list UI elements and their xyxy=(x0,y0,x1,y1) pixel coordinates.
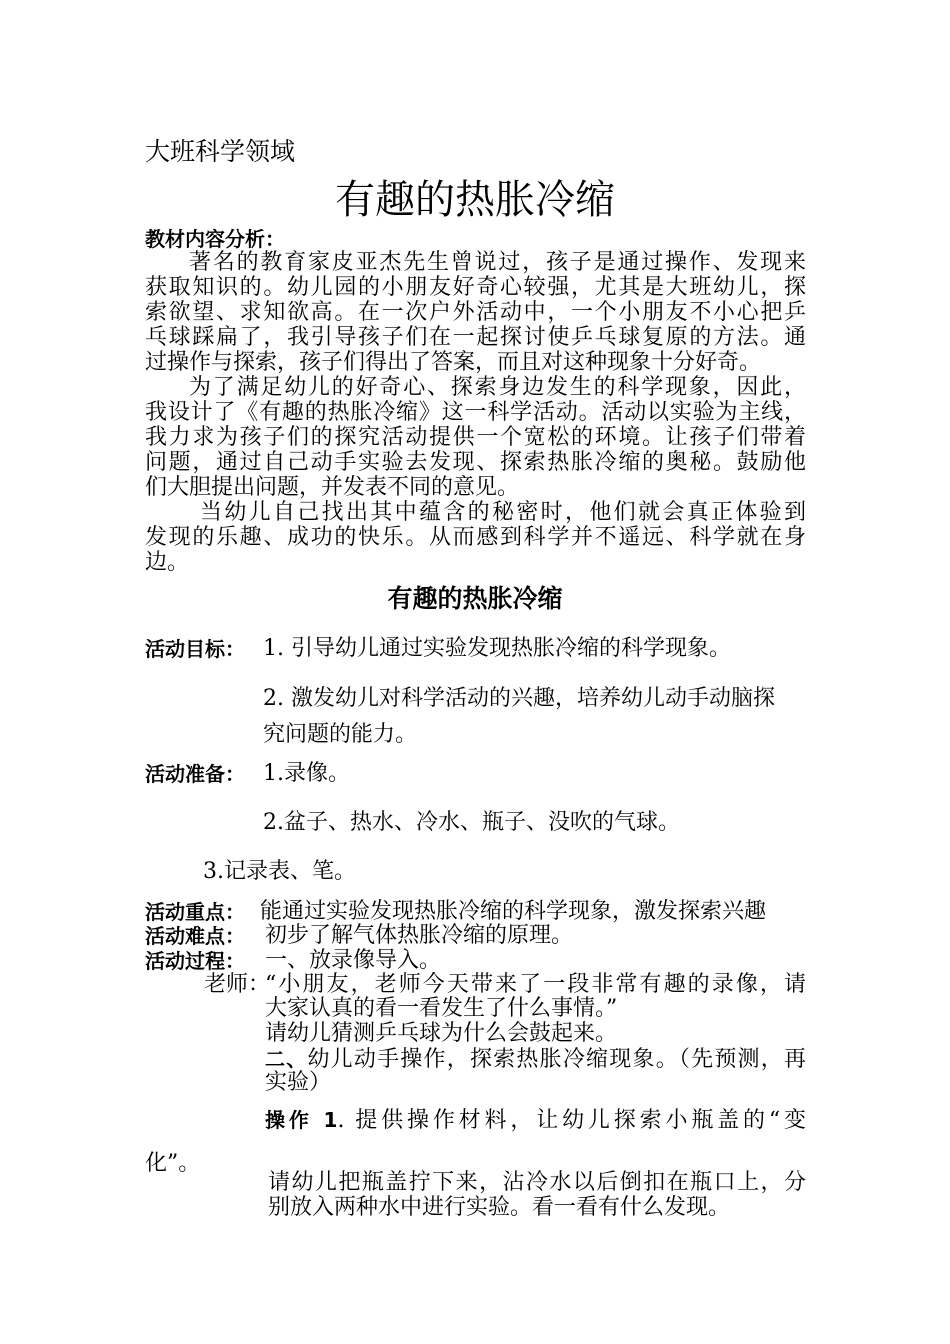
analysis-line: 问题，通过自己动手实验去发现、探索热胀冷缩的奥秘。鼓励他 xyxy=(145,450,806,475)
difficulty-label: 活动难点： xyxy=(145,924,245,948)
process-label: 活动过程： xyxy=(145,949,245,973)
analysis-line: 我设计了《有趣的热胀冷缩》这一科学活动。活动以实验为主线， xyxy=(145,400,806,425)
analysis-line: 我力求为孩子们的探究活动提供一个宽松的环境。让孩子们带着 xyxy=(145,425,806,450)
process-step2 xyxy=(265,1046,806,1073)
section-title: 有趣的热胀冷缩 xyxy=(387,584,563,613)
analysis-line: 索欲望、求知欲高。在一次户外活动中，一个小朋友不小心把乒 xyxy=(145,300,806,325)
analysis-line: 当幼儿自己找出其中蕴含的秘密时，他们就会真正体验到 xyxy=(200,500,806,525)
op1-text: . 提供操作材料，让幼儿探索小瓶盖的“变 xyxy=(337,1108,806,1133)
step2-prefix: 二、 xyxy=(265,1047,308,1071)
guess-text: 请幼儿猜测乒乓球为什么会鼓起来。 xyxy=(265,1021,618,1046)
goal-item: 2. 激发幼儿对科学活动的兴趣，培养幼儿动手动脑探 xyxy=(263,686,775,711)
process-step1: 一、放录像导入。 xyxy=(265,948,442,973)
analysis-line: 乓球踩扁了，我引导孩子们在一起探讨使乒乓球复原的方法。通 xyxy=(145,325,806,350)
analysis-line: 边。 xyxy=(145,550,190,575)
analysis-line: 过操作与探索，孩子们得出了答案，而且对这种现象十分好奇。 xyxy=(145,350,762,375)
prep-item: 1.录像。 xyxy=(263,761,350,786)
op1-label: 操作 1 xyxy=(265,1108,338,1132)
step2-text: 幼儿动手操作，探索热胀冷缩现象。（先预测，再 xyxy=(307,1047,806,1072)
page-title: 有趣的热胀冷缩 xyxy=(335,177,615,223)
analysis-line: 们大胆提出问题，并发表不同的意见。 xyxy=(145,475,520,500)
difficulty-text: 初步了解气体热胀冷缩的原理。 xyxy=(265,923,574,948)
analysis-line: 著名的教育家皮亚杰先生曾说过，孩子是通过操作、发现来 xyxy=(189,250,806,275)
teacher-quote: 大家认真的看一看发生了什么事情。” xyxy=(265,996,618,1021)
analysis-label: 教材内容分析： xyxy=(145,227,285,251)
key-label: 活动重点： xyxy=(145,900,245,924)
analysis-line: 为了满足幼儿的好奇心、探索身边发生的科学现象，因此， xyxy=(189,375,806,400)
op1-desc: 别放入两种水中进行实验。看一看有什么发现。 xyxy=(268,1195,731,1220)
teacher-label: 老师： xyxy=(204,972,271,997)
goal-item: 1. 引导幼儿通过实验发现热胀冷缩的科学现象。 xyxy=(263,636,731,661)
domain-heading: 大班科学领域 xyxy=(145,137,296,166)
prep-item: 3.记录表、笔。 xyxy=(203,859,356,884)
goals-label: 活动目标： xyxy=(145,637,245,661)
prep-label: 活动准备： xyxy=(145,762,245,786)
analysis-line: 发现的乐趣、成功的快乐。从而感到科学并不遥远、科学就在身 xyxy=(145,525,806,550)
prep-item: 2.盆子、热水、冷水、瓶子、没吹的气球。 xyxy=(263,810,680,835)
key-text: 能通过实验发现热胀冷缩的科学现象，激发探索兴趣 xyxy=(260,899,767,924)
process-step2-cont: 实验） xyxy=(265,1070,332,1095)
analysis-line: 获取知识的。幼儿园的小朋友好奇心较强，尤其是大班幼儿，探 xyxy=(145,275,806,300)
teacher-quote: “小朋友，老师今天带来了一段非常有趣的录像，请 xyxy=(265,972,806,997)
operation-1 xyxy=(265,1107,806,1134)
op1-desc: 请幼儿把瓶盖拧下来，沾冷水以后倒扣在瓶口上，分 xyxy=(268,1170,806,1195)
goal-item: 究问题的能力。 xyxy=(263,722,418,747)
operation-1-cont: 化”。 xyxy=(145,1151,201,1176)
